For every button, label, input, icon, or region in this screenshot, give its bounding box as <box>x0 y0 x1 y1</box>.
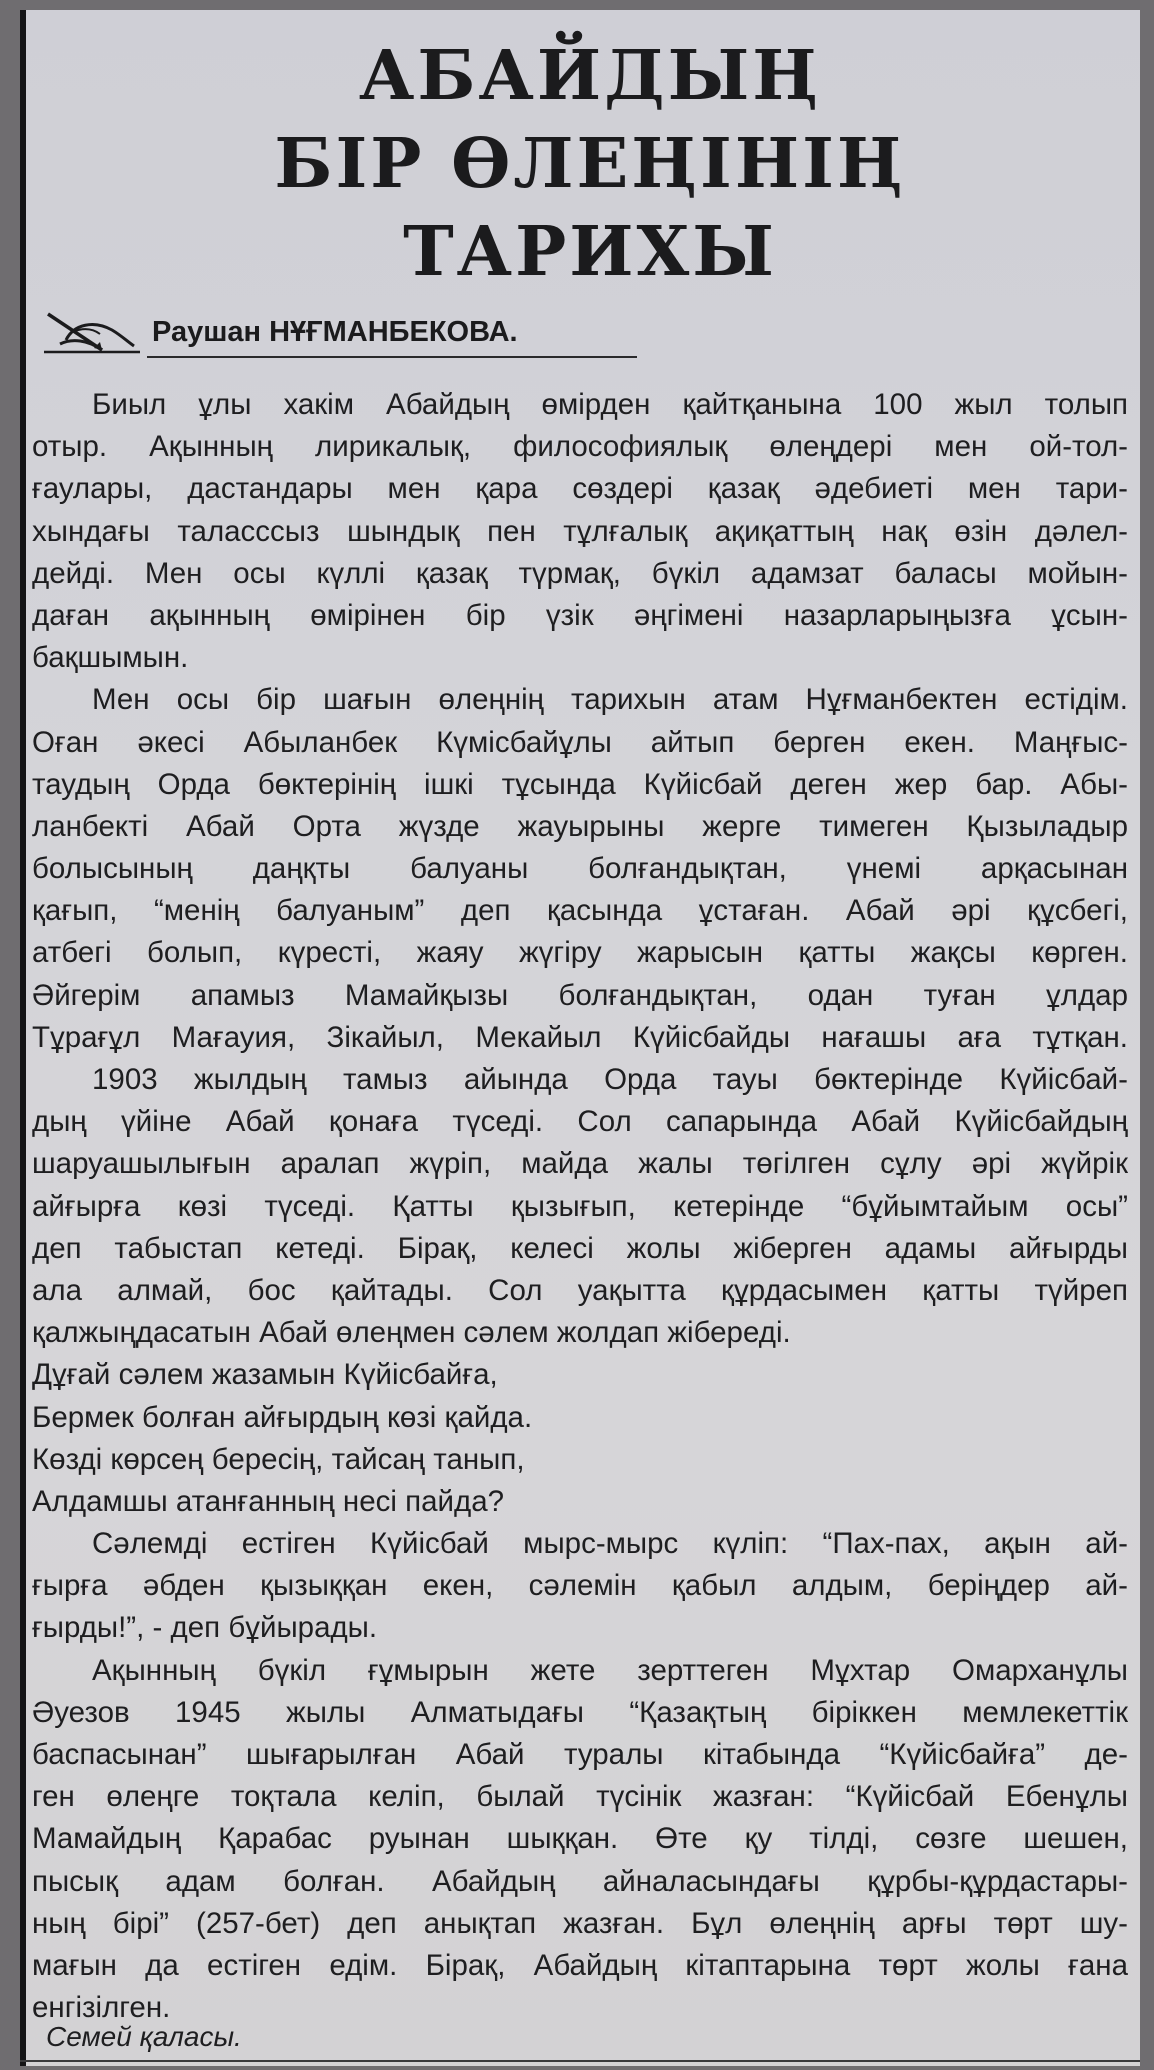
verse-line: Бермек болған айғырдың көзі қайда. <box>32 1400 533 1434</box>
text-line: қағып, “менің балуаным” деп қасында ұстаған. Абай әрі құсбегі, <box>32 894 1128 928</box>
title-line: БІР ӨЛЕҢІНІҢ <box>274 124 906 204</box>
bottom-rule <box>20 2060 1140 2062</box>
verse-line: Дұғай сәлем жазамын Күйісбайға, <box>32 1358 498 1392</box>
text-line: ген өлеңге тоқтала келіп, былай түсінік жазған: “Күйісбай Ебенұлы <box>32 1780 1128 1814</box>
text-line: Мамайдың Қарабас руынан шыққан. Өте қу тілді, сөзге шешен, <box>32 1822 1128 1856</box>
text-line: даған ақынның өмірінен бір үзік әңгімені назарларыңызға ұсын- <box>32 598 1128 632</box>
text-line: пысық адам болған. Абайдың айналасындағы құрбы-құрдастары- <box>32 1864 1128 1898</box>
verse-line: Көзді көрсең бересің, тайсаң танып, <box>32 1442 525 1476</box>
text-line: ғырды!”, - деп бұйырады. <box>32 1611 378 1645</box>
text-line: дейді. Мен осы күллі қазақ түрмақ, бүкіл адамзат баласы мойын- <box>32 556 1128 590</box>
newspaper-clipping <box>20 10 1140 2066</box>
text-line: Тұрағұл Мағауия, Зікайыл, Мекайыл Күйісбайды нағашы аға тұтқан. <box>32 1020 1128 1054</box>
title-line: АБАЙДЫҢ <box>358 36 821 116</box>
text-line: баспасынан” шығарылған Абай туралы кітабында “Күйісбайға” де- <box>32 1738 1128 1771</box>
text-line: Әйгерім апамыз Мамайқызы болғандықтан, одан туған ұлдар <box>32 978 1128 1012</box>
text-line: ланбекті Абай Орта жүзде жауырыны жерге тимеген Қызыладыр <box>32 809 1128 843</box>
text-line: таудың Орда бөктерінің ішкі тұсында Күйісбай деген жер бар. Абы- <box>32 767 1128 801</box>
text-line: ғаулары, дастандары мен қара сөздері қазақ әдебиеті мен тари- <box>32 472 1128 506</box>
text-line: шаруашылығын аралап жүріп, майда жалы төгілген сұлу әрі жүйрік <box>32 1147 1128 1181</box>
text-line: Ақынның бүкіл ғұмырын жете зерттеген Мұхтар Омарханұлы <box>92 1653 1128 1687</box>
byline <box>42 308 642 360</box>
text-line: ғырға әбден қызыққан екен, сәлемін қабыл алдым, беріңдер ай- <box>32 1569 1128 1603</box>
text-line: отыр. Ақынның лирикалық, философиялық өлеңдері мен ой-тол- <box>32 430 1128 464</box>
column-rule <box>20 10 26 2066</box>
article-body <box>32 384 1128 2029</box>
text-line: Әуезов 1945 жылы Алматыдағы “Қазақтың біріккен мемлекеттік <box>32 1695 1128 1729</box>
text-line: мағын да естіген едім. Бірақ, Абайдың кітаптарына төрт жолы ғана <box>32 1948 1128 1982</box>
text-line: енгізілген. <box>32 1991 171 2025</box>
title-line: ТАРИХЫ <box>403 212 777 292</box>
text-line: ала алмай, бос қайтады. Сол уақытта құрдасымен қатты түйреп <box>32 1273 1128 1307</box>
text-line: 1903 жылдың тамыз айында Орда тауы бөктерінде Күйісбай- <box>92 1063 1128 1096</box>
text-line: айғырға көзі түседі. Қатты қызығып, кетерінде “бұйымтайым осы” <box>32 1189 1128 1223</box>
text-line: қалжыңдасатын Абай өлеңмен сәлем жолдап жібереді. <box>32 1316 791 1350</box>
text-line: хындағы таласссыз шындық пен тұлғалық ақиқаттың нақ өзін дәлел- <box>32 514 1128 548</box>
article-title <box>180 32 1000 296</box>
text-line: Мен осы бір шағын өлеңнің тарихын атам Нұғманбектен естідім. <box>92 683 1128 717</box>
text-line: Сәлемді естіген Күйісбай мырс-мырс күліп: “Пах-пах, ақын ай- <box>92 1527 1128 1561</box>
byline-underline <box>147 356 637 358</box>
article-signature: Семей қаласы. <box>46 2021 242 2052</box>
text-line: ның бірі” (257-бет) деп анықтап жазған. Бұл өлеңнің арғы төрт шу- <box>32 1906 1128 1940</box>
pen-writing-icon <box>42 310 142 354</box>
text-line: бақшымын. <box>32 641 189 675</box>
text-line: дың үйіне Абай қонаға түседі. Сол сапарында Абай Күйісбайдың <box>32 1105 1128 1139</box>
verse-line: Алдамшы атанғанның несі пайда? <box>32 1484 505 1518</box>
text-line: деп табыстап кетеді. Бірақ, келесі жолы жіберген адамы айғырды <box>32 1231 1128 1265</box>
author-name: Раушан НҰҒМАНБЕКОВА. <box>152 316 518 348</box>
text-line: Оған әкесі Абыланбек Күмісбайұлы айтып берген екен. Маңғыс- <box>32 725 1128 759</box>
text-line: атбегі болып, күресті, жаяу жүгіру жарысын қатты жақсы көрген. <box>32 936 1128 970</box>
text-line: болысының даңқты балуаны болғандықтан, үнемі арқасынан <box>32 852 1128 886</box>
text-line: Биыл ұлы хакім Абайдың өмірден қайтқанына 100 жыл толып <box>92 388 1128 421</box>
